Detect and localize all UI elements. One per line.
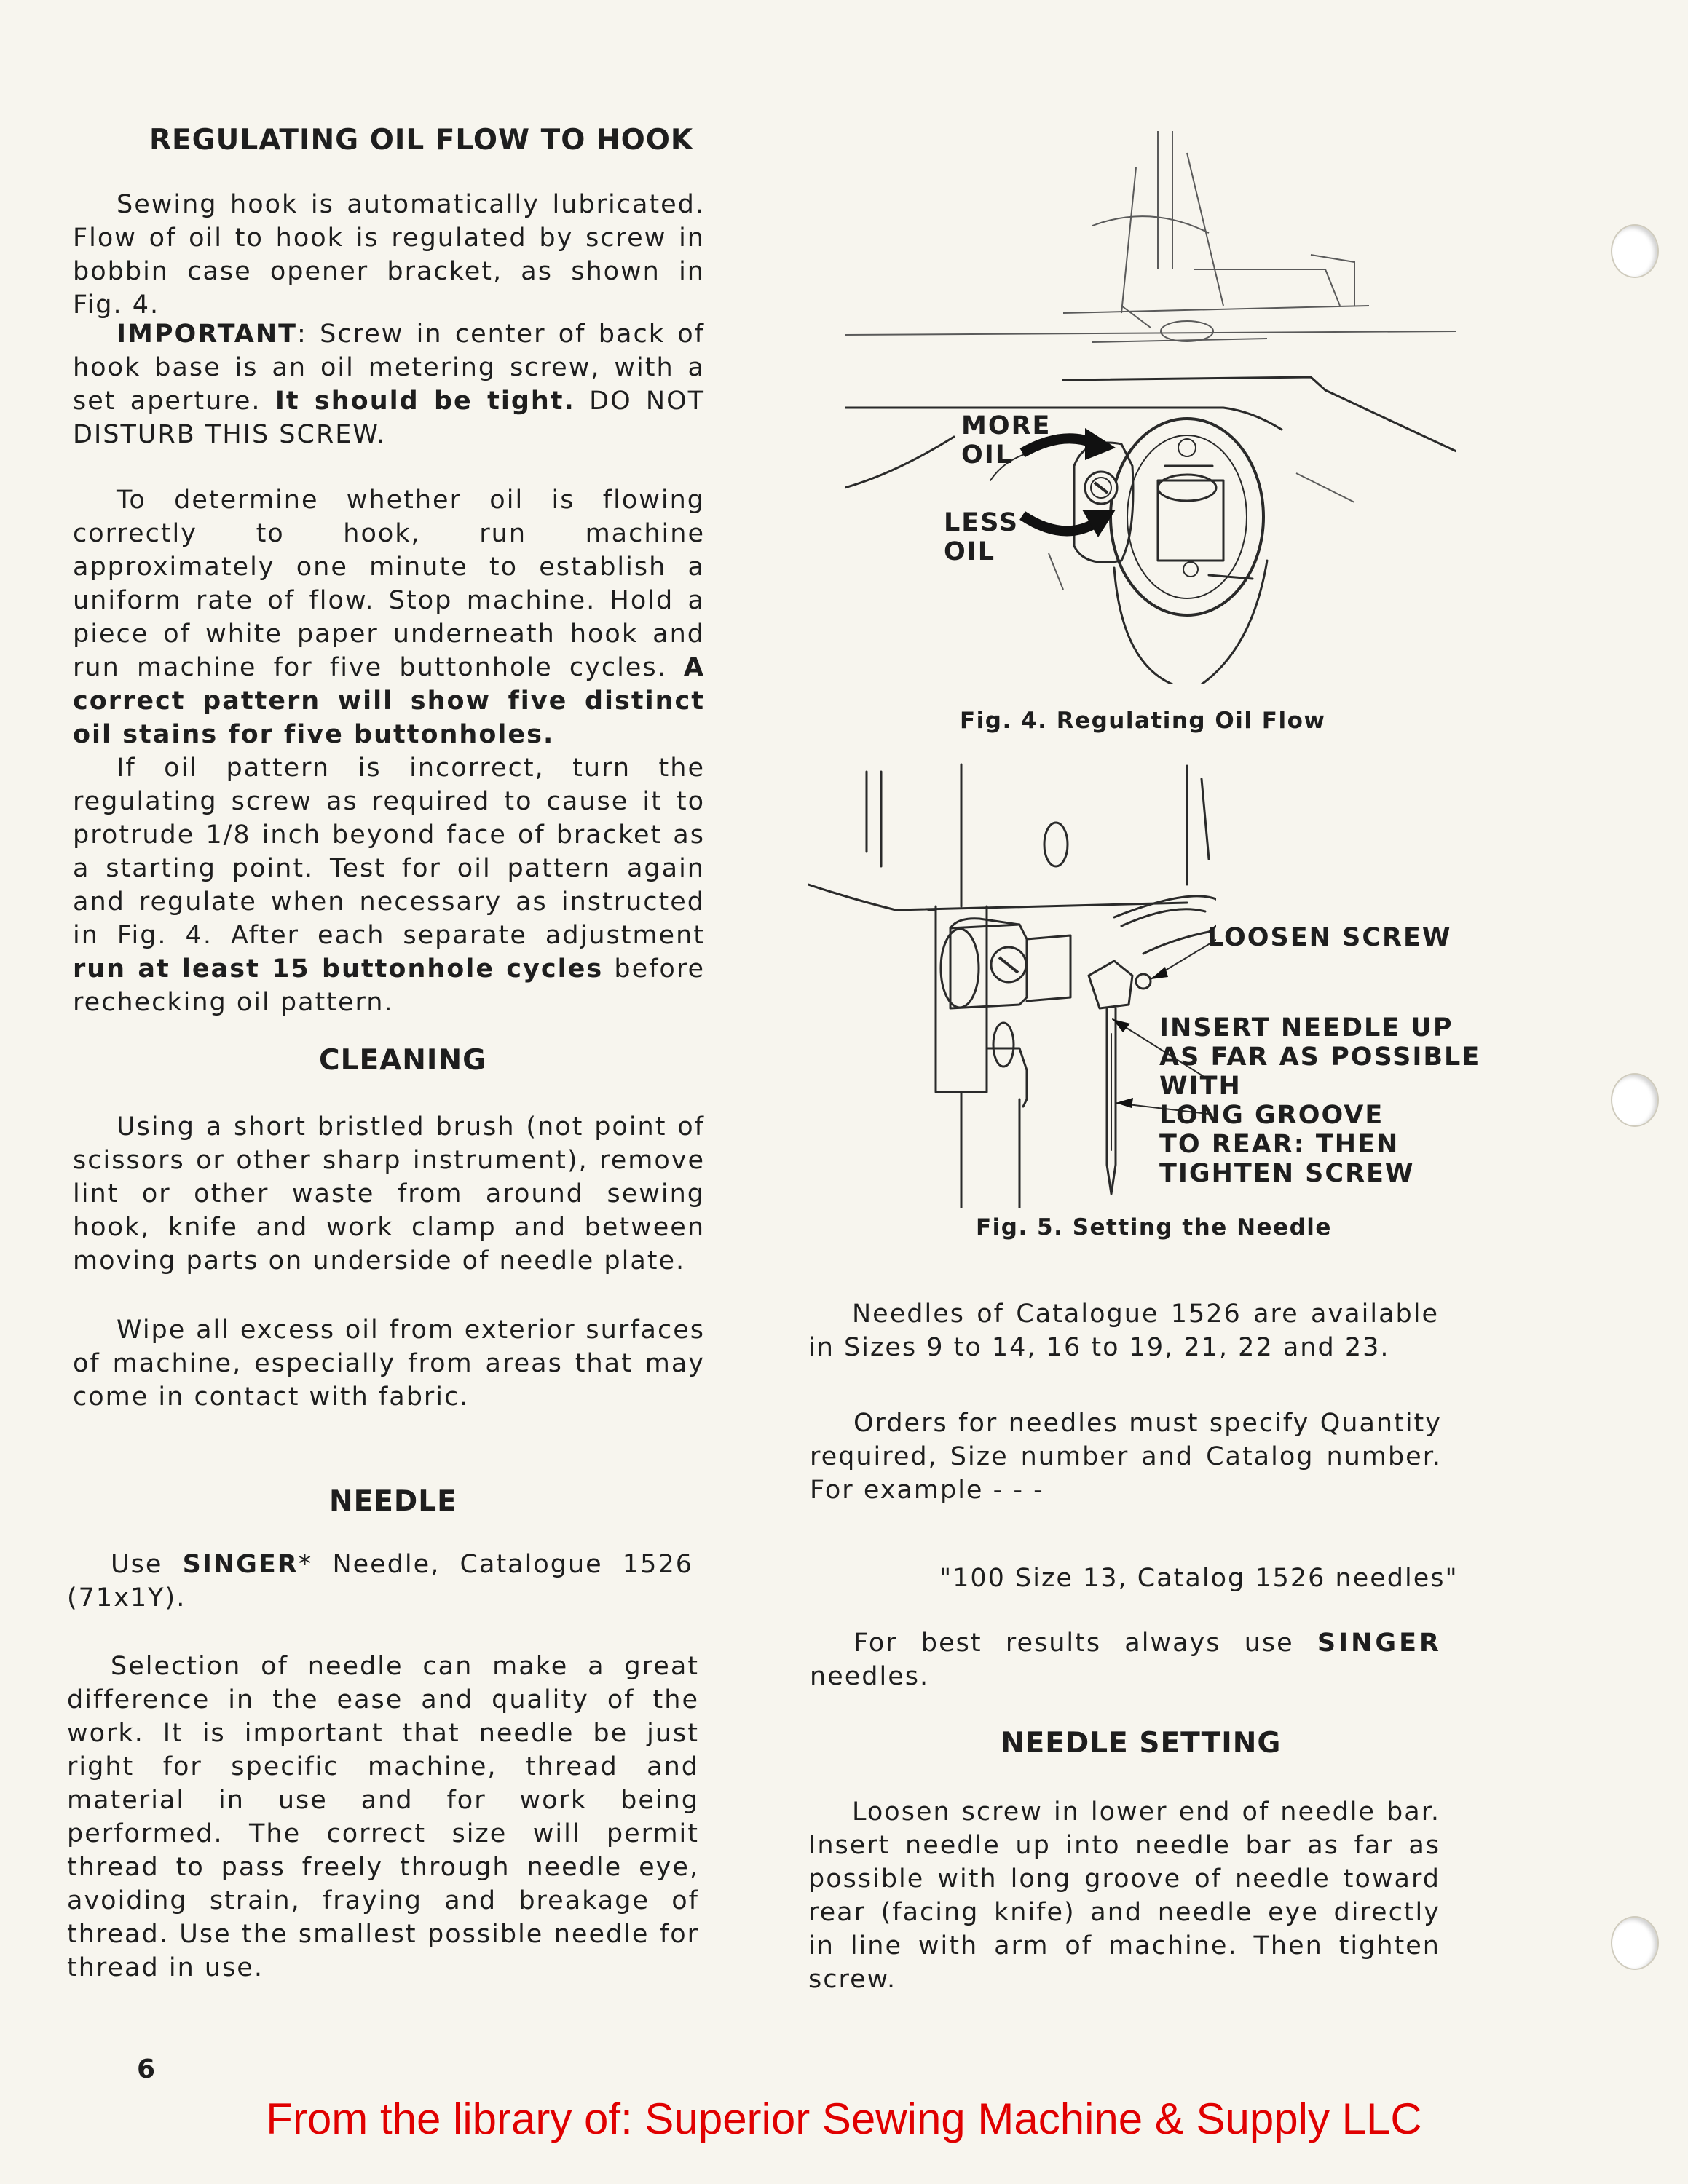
- fig4-less-oil-label: LESS OIL: [944, 508, 1019, 566]
- needle-sizes-paragraph: Needles of Catalogue 1526 are available in Sizes 9 to 14, 16 to 19, 21, 22 and 23.: [808, 1299, 1439, 1362]
- needle-setting-heading: NEEDLE SETTING: [1001, 1727, 1282, 1760]
- punch-hole-top: [1611, 224, 1659, 278]
- needle-paragraph-1: Use SINGER* Needle, Catalogue 1526 (71x1Y).: [67, 1550, 693, 1613]
- singer-brand: SINGER: [182, 1550, 299, 1579]
- oil-flow-paragraph-3: To determine whether oil is flowing correctly to hook, run machine approximately one minute to establish a uniform rate of flow. Stop machine. Hold a piece of white paper underneath hook and run machine for five buttonhole cycles. A correct pattern will show five distinct oil stains for five buttonholes.: [73, 486, 705, 749]
- best-results-paragraph: For best results always use SINGER needles.: [810, 1629, 1442, 1691]
- punch-hole-bottom: [1611, 1916, 1659, 1970]
- fig4-caption: Fig. 4. Regulating Oil Flow: [960, 708, 1326, 734]
- oil-flow-heading: REGULATING OIL FLOW TO HOOK: [149, 124, 694, 157]
- fig5-insert-needle-label: INSERT NEEDLE UP AS FAR AS POSSIBLE WITH LONG GROOVE TO REAR: THEN TIGHTEN SCREW: [1159, 1013, 1481, 1188]
- needle-heading: NEEDLE: [329, 1485, 457, 1518]
- oil-flow-paragraph-1: Sewing hook is automatically lubricated. Flow of oil to hook is regulated by screw in bobbin case opener bracket, as shown in Fig. 4.: [73, 190, 705, 320]
- singer-brand-bold: SINGER: [1317, 1629, 1442, 1658]
- needle-paragraph-2: Selection of needle can make a great difference in the ease and quality of the work. It is important that needle be just right for specific machine, thread and material in use and for work being performed. The correct size will permit thread to pass freely through needle eye, avoiding strain, fraying and breakage of thread. Use the smallest possible needle for thread in use.: [67, 1652, 699, 1982]
- cleaning-paragraph-2: Wipe all excess oil from exterior surfaces of machine, especially from areas that may come in contact with fabric.: [73, 1315, 705, 1412]
- page-number: 6: [137, 2054, 156, 2084]
- needle-order-paragraph: Orders for needles must specify Quantity required, Size number and Catalog number. For example - - -: [810, 1409, 1442, 1505]
- fig4-regulating-oil-flow-illustration: [845, 124, 1456, 684]
- cleaning-paragraph-1: Using a short bristled brush (not point of scissors or other sharp instrument), remove lint or other waste from around sewing hook, knife and work clamp and between moving parts on underside of needle plate.: [73, 1112, 705, 1275]
- cleaning-heading: CLEANING: [319, 1044, 487, 1077]
- fig5-setting-the-needle-illustration: [808, 757, 1216, 1208]
- needle-order-example: "100 Size 13, Catalog 1526 needles": [939, 1564, 1459, 1593]
- fig4-more-oil-label: MORE OIL: [961, 411, 1052, 470]
- oil-flow-paragraph-2: IMPORTANT: Screw in center of back of hook base is an oil metering screw, with a set aperture. It should be tight. DO NOT DISTURB THIS SCREW.: [73, 320, 705, 449]
- fig5-loosen-screw-label: LOOSEN SCREW: [1207, 923, 1452, 952]
- important-label: IMPORTANT: [117, 320, 298, 349]
- needle-setting-paragraph: Loosen screw in lower end of needle bar. Insert needle up into needle bar as far as possible with long groove of needle toward rear (facing knife) and needle eye directly in line with arm of machine. Then tighten screw.: [808, 1797, 1440, 1994]
- library-footer: From the library of: Superior Sewing Machine & Supply LLC: [266, 2094, 1422, 2143]
- fig5-caption: Fig. 5. Setting the Needle: [976, 1214, 1332, 1241]
- punch-hole-middle: [1611, 1073, 1659, 1127]
- oil-flow-paragraph-4: If oil pattern is incorrect, turn the regulating screw as required to cause it to protrude 1/8 inch beyond face of bracket as a starting point. Test for oil pattern again and regulate when necessary as instructed in Fig. 4. After each separate adjustment run at least 15 buttonhole cycles before rechecking oil pattern.: [73, 753, 705, 1017]
